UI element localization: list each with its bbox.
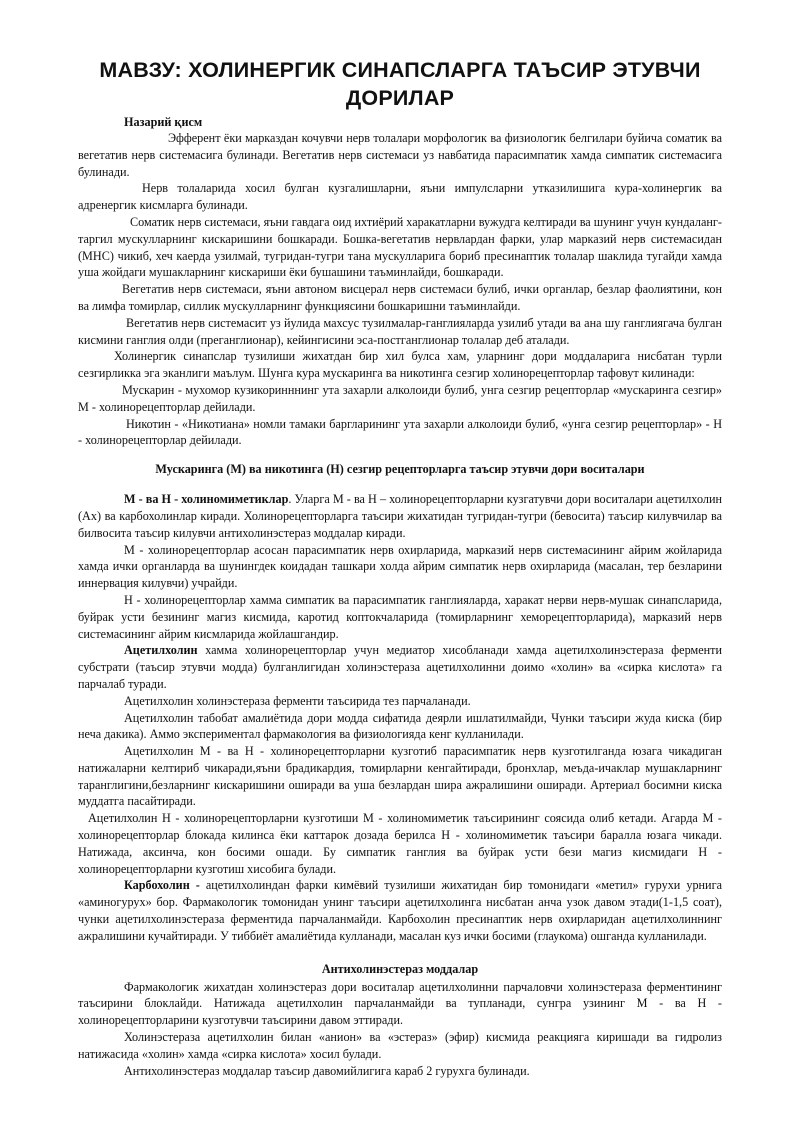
term-bold: Карбохолин - (124, 878, 200, 893)
paragraph-text: ацетилхолиндан фарки кимёвий тузилиши жихатидан бир томонидаги «метил» гурухи урнига «аминогурух» бор. Фармакологик томонидан унинг таъсири ацетилхолинга нисбатан анча узок давом этади(1-1,5 соат), чунки ацетилхолинэстераза ферментида парчаланмайди. Карбохолин пресинаптик нерв охирларидан ацетилхолиннинг ажралишини кучайтиради. У тиббиёт амалиётида кулланади, масалан куз ички босими (глаукома) ошганда кулланилади. (78, 878, 722, 943)
paragraph-text: Ацетилхолин табобат амалиётида дори модда сифатида деярли ишлатилмайди, Чунки таъсири жуда киска (бир неча дакика). Аммо экспериментал фармакология ва физиологияда кенг кулланилади. (78, 710, 722, 742)
paragraph-text: . Уларга М - ва Н – холинорецепторларни кузгатувчи дори воситалари ацетилхолин (Ах) ва карбохолинлар киради. Холинорецепторларга таъсири жихатидан тугридан-тугри (бевосита) таъсир килувчилар ва билвосита таъсир килувчи антихолинэстераз моддалар киради. (78, 492, 722, 540)
section1-paragraph (78, 710, 722, 744)
paragraph-text: Ацетилхолин М - ва Н - холинорецепторларни кузготиб парасимпатик нерв кузготилганда юзага чикадиган натижаларни келтириб чикаради,яъни брадикардия, томирларни кенгайтиради, бронхлар, меъда-ичаклар мушакларнинг таранглигини,безларнинг кискаришини оширади ва уша безлардан шира ажралишини оширади. Артериал босимни киска муддатга пасайтиради. (78, 744, 722, 809)
section1-paragraph (78, 642, 722, 692)
section-heading-receptors: Мускаринга (М) ва никотинга (Н) сезгир рецепторларга таъсир этувчи дори воситалари (155, 462, 645, 477)
theory-paragraph: Эфферент ёки марказдан кочувчи нерв толалари морфологик ва физиологик белгилари буйича соматик ва вегетатив нерв системасига булинади. Вегетатив нерв системаси уз навбатида парасимпатик хамда симпатик системасига булинади. (78, 131, 722, 179)
paragraph-text: М - холинорецепторлар асосан парасимпатик нерв охирларида, марказий нерв системасининг айрим жойларида хамда ички органларда ва шунингдек коидадан ташкари холда айрим симпатик нерв охирларида (масалан, тер безларини иннервация килувчи) учрайди. (78, 542, 722, 591)
paragraph-text: хамма холинорецепторлар учун медиатор хисобланади хамда ацетилхолинэстераза ферменти субстрати (таъсир этувчи модда) булганлигидан холинэстераза ацетилхолинни доимо «холин» ва «сирка кислота» га парчалаб туради. (78, 643, 722, 691)
theory-paragraph: Мускарин - мухомор кузикоринннинг ута захарли алколоиди булиб, унга сезгир рецепторлар «мускаринга сезгир» М - холинорецепторлар дейилади. (78, 382, 722, 414)
theory-paragraph: Никотин - «Никотиана» номли тамаки баргларининг ута захарли алколоиди булиб, «унга сезгир рецепторлар» - Н - холинорецепторлар дейилади. (78, 416, 722, 448)
theory-paragraph: Вегетатив нерв системаси, яъни автоном висцерал нерв системаси булиб, ички органлар, безлар фаолиятини, кон ва лимфа томирлар, силлик мускулларнинг функциясини бошкаришни таъминлайди. (78, 282, 722, 313)
paragraph-text: Ацетилхолин холинэстераза ферменти таъсирида тез парчаланади. (124, 693, 471, 708)
section1-paragraph (78, 693, 722, 710)
section2-paragraph: Антихолинэстераз моддалар таъсир давомийлигига караб 2 гурухга булинади. (124, 1063, 530, 1078)
section-heading-anticholinesterase: Антихолинэстераз моддалар (321, 961, 479, 976)
paragraph-text: Ацетилхолин Н - холинорецепторларни кузготиши М - холиномиметик таъсирининг соясида олиб кетади. Агарда М - холинорецепторлар блокада килинса ёки каттарок дозада берилса Н - холиномиметик таъсири баралла юзага чикади. Натижада, аксинча, кон босими ошади. Бу симпатик ганглия ва буйрак усти бези магиз кисмидаги Н - холинорецепторларни кузготиш хисобига булади. (78, 811, 722, 876)
document-title: МАВЗУ: ХОЛИНЕРГИК СИНАПСЛАРГА ТАЪСИР ЭТУВЧИ ДОРИЛАР (99, 58, 701, 110)
section1-paragraph (78, 743, 722, 810)
section2-paragraph: Фармакологик жихатдан холинэстераз дори воситалар ацетилхолинни парчаловчи холинэстераза ферментининг таъсирини блоклайди. Натижада ацетилхолин парчаланмайди ва тупланади, сунгра узининг М - ва Н - холинорецепторларини кузготувчи таъсирини давом эттиради. (78, 979, 722, 1028)
section1-paragraph (78, 592, 722, 642)
theory-paragraph: Нерв толаларида хосил булган кузгалишларни, яъни импулсларни утказилишига кура-холинергик ва адренергик кисмларга булинади. (78, 181, 722, 213)
theory-paragraph: Холинергик синапслар тузилиши жихатдан бир хил булса хам, уларнинг дори моддаларига нисбатан турли сезгирликка эга эканлиги маълум. Шунга кура мускаринга ва никотинга сезгир холинорецепторлар тафовут килинади: (78, 349, 722, 381)
section2-paragraph: Холинэстераза ацетилхолин билан «анион» ва «эстераз» (эфир) кисмида реакцияга киришади ва гидролиз натижасида «холин» хамда «сирка кислота» хосил булади. (78, 1030, 722, 1061)
theory-paragraph: Соматик нерв системаси, яъни гавдага оид ихтиёрий харакатларни вужудга келтиради ва шунинг учун кундаланг-таргил мускулларнинг кискаришини бошкаради. Бошка-вегетатив нервлардан фарки, улар марказий нерв системасидан (МНС) чикиб, хеч каерда узилмай, тугридан-тугри тана мускулларига бориб пресинаптик толалар шаклида тугайди хамда уша жойдаги мушакларнинг кискариши ёки бушашини таъминлайди, бошкаради. (78, 214, 722, 280)
section1-paragraph (78, 810, 722, 877)
theory-paragraph: Вегетатив нерв системасит уз йулида махсус тузилмалар-ганглияларда узилиб утади ва ана шу ганглиягача булган кисмини ганглия олди (преганглионар), кейингисини эса-постганглионар толалар деб аталади. (78, 315, 722, 347)
section1-paragraph (78, 491, 722, 541)
section1-paragraph (78, 877, 722, 944)
term-bold: Ацетилхолин (124, 643, 198, 658)
paragraph-text: Н - холинорецепторлар хамма симпатик ва парасимпатик ганглияларда, харакат нерви нерв-мушак синапсларида, буйрак усти безининг магиз кисмида, каротид коптокчаларида (томирларнинг хеморецепторларида), марказий нерв системасининг айрим кисмларида жойлашгандир. (78, 592, 722, 641)
section1-paragraph (78, 542, 722, 592)
term-bold: М - ва Н - холиномиметиклар (124, 492, 289, 507)
theory-heading: Назарий қисм (124, 115, 203, 129)
